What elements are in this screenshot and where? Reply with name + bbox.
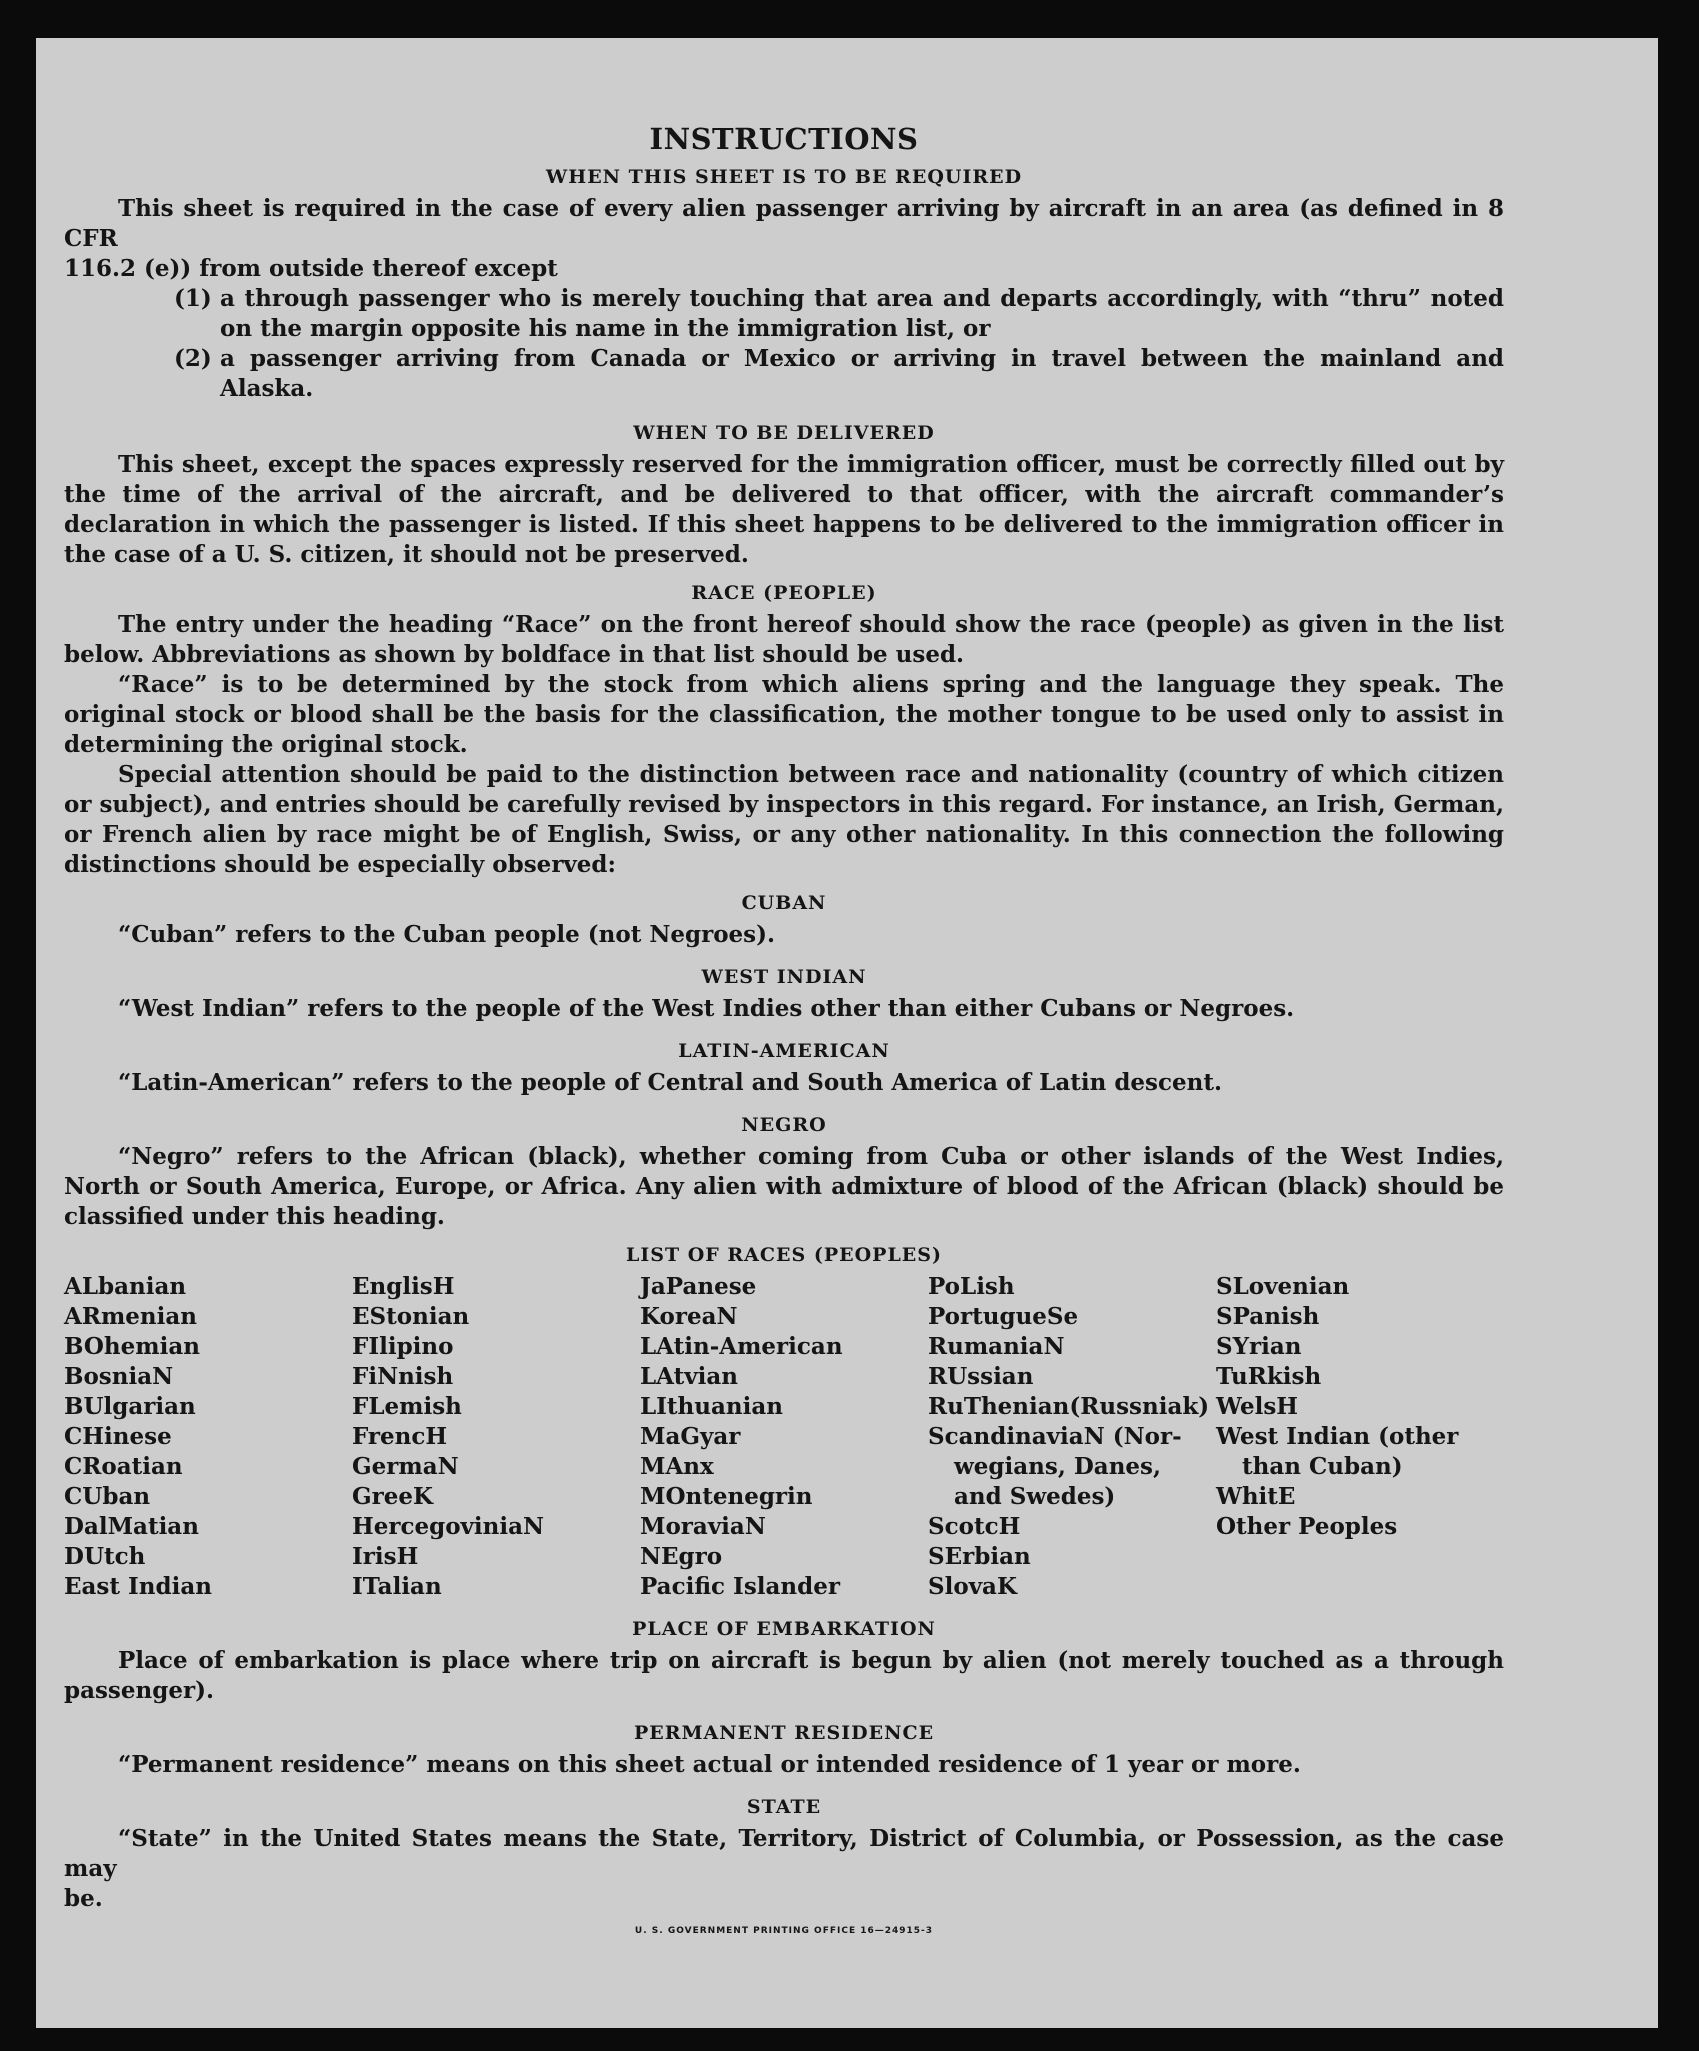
cuban-text: “Cuban” refers to the Cuban people (not Negroes).	[118, 921, 776, 948]
race-item: and Swedes)	[954, 1483, 1116, 1510]
required-intro: This sheet is required in the case of every alien passenger arriving by aircraft in an area (as defined in 8 CFR	[64, 195, 1504, 252]
printing-office-footer: U. S. GOVERNMENT PRINTING OFFICE 16—24915-3	[634, 1926, 934, 1936]
heading-delivered: WHEN TO BE DELIVERED	[633, 422, 935, 444]
race-item: MOntenegrin	[640, 1483, 813, 1510]
document-content	[64, 122, 1504, 1936]
race-item: PoLish	[928, 1273, 1015, 1300]
heading-state: STATE	[746, 1796, 822, 1818]
state-text: “State” in the United States means the State, Territory, District of Columbia, or Possession, as the case may	[64, 1825, 1504, 1882]
race-item: WhitE	[1216, 1483, 1296, 1510]
required-item-2: (2) a passenger arriving from Canada or Mexico or arriving in travel between the mainland and Alaska.	[174, 345, 1504, 402]
race-item: WelsH	[1216, 1393, 1299, 1420]
race-item: FIlipino	[352, 1333, 454, 1360]
race-item: GermaN	[352, 1453, 459, 1480]
race-column-5	[1216, 1272, 1504, 1602]
heading-embarkation: PLACE OF EMBARKATION	[632, 1618, 936, 1640]
race-item: RumaniaN	[928, 1333, 1065, 1360]
race-item: SYrian	[1216, 1333, 1302, 1360]
race-item: SLovenian	[1216, 1273, 1350, 1300]
residence-text: “Permanent residence” means on this sheet actual or intended residence of 1 year or more.	[118, 1751, 1301, 1778]
heading-latin-american: LATIN-AMERICAN	[678, 1040, 890, 1062]
race-item: KoreaN	[640, 1303, 738, 1330]
race-paragraph-2: “Race” is to be determined by the stock from which aliens spring and the language they speak. The original stock or blood shall be the basis for the classification, the mother tongue to be used only to assist in determining the original stock.	[64, 671, 1504, 758]
race-item: GreeK	[352, 1483, 434, 1510]
race-item: RuThenian(Russniak)	[928, 1393, 1210, 1420]
race-item: DUtch	[64, 1543, 146, 1570]
race-item: Other Peoples	[1216, 1513, 1398, 1540]
heading-negro: NEGRO	[741, 1114, 827, 1136]
race-item: Pacific Islander	[640, 1573, 840, 1600]
race-item: LAtvian	[640, 1363, 738, 1390]
race-item: ALbanian	[64, 1273, 187, 1300]
race-item: IrisH	[352, 1543, 419, 1570]
race-item: CUban	[64, 1483, 151, 1510]
race-item: FiNnish	[352, 1363, 454, 1390]
race-item: East Indian	[64, 1573, 212, 1600]
race-item: ScandinaviaN (Nor-	[928, 1423, 1182, 1450]
race-item: ARmenian	[64, 1303, 198, 1330]
race-list	[64, 1272, 1504, 1602]
race-item: RUssian	[928, 1363, 1034, 1390]
race-item: West Indian (other	[1216, 1423, 1459, 1450]
race-item: FLemish	[352, 1393, 462, 1420]
page-title: INSTRUCTIONS	[649, 122, 919, 156]
race-item: FrencH	[352, 1423, 448, 1450]
required-item-1: (1) a through passenger who is merely touching that area and departs accordingly, with “thru” noted on the margin opposite his name in the immigration list, or	[174, 285, 1504, 342]
race-item: EStonian	[352, 1303, 470, 1330]
race-item: ScotcH	[928, 1513, 1021, 1540]
race-item: wegians, Danes,	[954, 1453, 1161, 1480]
race-paragraph-3: Special attention should be paid to the distinction between race and nationality (country of which citizen or subject), and entries should be carefully revised by inspectors in this regard. For instance, an Irish, German, or French alien by race might be of English, Swiss, or any other nationality. In this connection the following distinctions should be especially observed:	[64, 761, 1504, 878]
document-sheet	[36, 38, 1658, 2028]
race-item: NEgro	[640, 1543, 723, 1570]
latin-american-text: “Latin-American” refers to the people of Central and South America of Latin descent.	[118, 1069, 1222, 1096]
race-item: HercegoviniaN	[352, 1513, 545, 1540]
race-item: CHinese	[64, 1423, 172, 1450]
race-paragraph-1: The entry under the heading “Race” on the front hereof should show the race (people) as given in the list below. Abbreviations as shown by boldface in that list should be used.	[64, 611, 1504, 668]
heading-west-indian: WEST INDIAN	[701, 966, 867, 988]
race-item: MAnx	[640, 1453, 714, 1480]
race-item: DalMatian	[64, 1513, 199, 1540]
race-column-1	[64, 1272, 352, 1602]
race-item: ITalian	[352, 1573, 442, 1600]
race-item: EnglisH	[352, 1273, 455, 1300]
race-item: MoraviaN	[640, 1513, 766, 1540]
race-item: LAtin-American	[640, 1333, 843, 1360]
race-item: SPanish	[1216, 1303, 1320, 1330]
embarkation-text: Place of embarkation is place where trip on aircraft is begun by alien (not merely touched as a through passenger).	[64, 1647, 1504, 1704]
race-column-4	[928, 1272, 1216, 1602]
required-intro-cont: 116.2 (e)) from outside thereof except	[64, 255, 558, 282]
race-item: TuRkish	[1216, 1363, 1322, 1390]
race-item: SErbian	[928, 1543, 1031, 1570]
race-item: MaGyar	[640, 1423, 741, 1450]
race-item: PortugueSe	[928, 1303, 1079, 1330]
heading-race: RACE (PEOPLE)	[691, 582, 877, 604]
delivered-text: This sheet, except the spaces expressly reserved for the immigration officer, must be correctly filled out by the time of the arrival of the aircraft, and be delivered to that officer, with the aircraft commander’s declaration in which the passenger is listed. If this sheet happens to be delivered to the immigration officer in the case of a U. S. citizen, it should not be preserved.	[64, 451, 1504, 568]
race-item: JaPanese	[640, 1273, 757, 1300]
race-column-3	[640, 1272, 928, 1602]
race-item: than Cuban)	[1242, 1453, 1403, 1480]
race-item: LIthuanian	[640, 1393, 783, 1420]
west-indian-text: “West Indian” refers to the people of the West Indies other than either Cubans or Negroes.	[118, 995, 1295, 1022]
state-text-tail: be.	[64, 1885, 103, 1912]
race-item: BUlgarian	[64, 1393, 196, 1420]
race-column-2	[352, 1272, 640, 1602]
heading-permanent-residence: PERMANENT RESIDENCE	[633, 1722, 935, 1744]
race-item: BOhemian	[64, 1333, 200, 1360]
heading-cuban: CUBAN	[741, 892, 827, 914]
negro-text: “Negro” refers to the African (black), whether coming from Cuba or other islands of the West Indies, North or South America, Europe, or Africa. Any alien with admixture of blood of the African (black) should be classified under this heading.	[64, 1143, 1504, 1230]
race-item: SlovaK	[928, 1573, 1017, 1600]
race-item: BosniaN	[64, 1363, 174, 1390]
race-item: CRoatian	[64, 1453, 183, 1480]
heading-required: WHEN THIS SHEET IS TO BE REQUIRED	[545, 166, 1023, 188]
heading-list-of-races: LIST OF RACES (PEOPLES)	[626, 1244, 942, 1266]
